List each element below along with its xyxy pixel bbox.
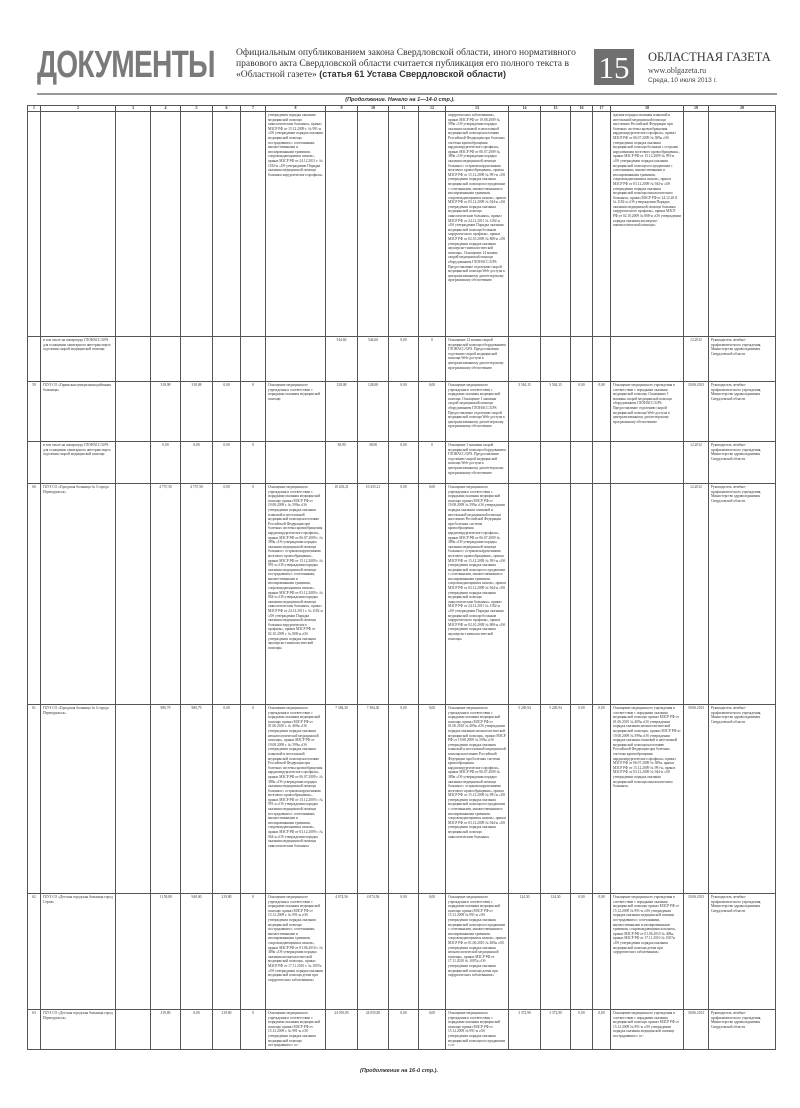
table-cell: 0,00: [419, 382, 446, 442]
table-cell: 0,00: [151, 442, 181, 484]
header-divider: [37, 93, 777, 95]
table-cell: [509, 337, 541, 382]
table-cell: 24 055,85: [326, 1010, 358, 1050]
table-cell: Оснащение медицинского учреждения в соответствии с порядками оказания медицинской помощи: приказ МЗСР РФ от 19.08.2009 № 599н «Об утверждении порядка оказания плановой и неотложной медицинской помощи населению Российской Федерации при болезнях системы кровообращения кардиохирургического профиля», приказ МЗСР РФ от 06.07.2009 № 389н «Об утверждении порядка оказания медицинской помощи больным с острыми нарушениями мозгового кровообращения», приказ МЗСР РФ от 15.12.2009 № 991-н «Об утверждении порядка оказания медицинской помощи пострадавшим с сочетанными, множественными и изолированными травмами, сопровождающимися шоком», приказ МЗСР РФ от 03.12.2009 № 944-н «Об утверждении порядка оказания медицинской помощи онкологическим больным», приказ МЗСР РФ от 24.12.2011 № 1182-н «Об утверждении Порядка оказания медицинской помощи больным хирургического профиля», приказ МЗСР РФ от 02.10.2009 № 808-н «Об утверждении порядка оказания акушерско-гинекологической помощи»: [446, 484, 509, 705]
table-cell: 63: [28, 1010, 41, 1050]
table-cell: 0,00: [419, 1010, 446, 1050]
table-cell: 0,00: [389, 337, 419, 382]
table-cell: Руководитель лечебно-профилактического учреждения, Министерство здравоохранения Свердловской области: [709, 1010, 776, 1050]
column-header: 14: [509, 106, 541, 112]
table-cell: 30.06.2013: [684, 894, 709, 1010]
notice-text: Официальным опубликованием закона Свердловской области, иного нормативного правового акта Свердловской области считается публикация его полного текста в «Областной газете»: [236, 47, 576, 80]
table-cell: [611, 442, 684, 484]
table-cell: 4 074,56: [326, 894, 358, 1010]
table-cell: [151, 337, 181, 382]
column-header: 17: [593, 106, 611, 112]
table-cell: 219,80: [151, 1010, 181, 1050]
column-header: 15: [541, 106, 571, 112]
table-cell: 12.2012: [684, 484, 709, 705]
table-cell: 940,00: [181, 894, 213, 1010]
table-cell: 0: [241, 894, 266, 1010]
table-cell: 61: [28, 705, 41, 894]
column-header: 11: [389, 106, 419, 112]
column-header: 12: [419, 106, 446, 112]
column-header: 13: [446, 106, 509, 112]
table-cell: Оснащение медицинского учреждения в соответствии с порядками оказания медицинской помощи: приказ МЗСР РФ от 15.12.2009 № 991-н «Об утверждении порядка оказания медицинской помощи пострадавшим с сочетанными, множественными и изолированными травмами, сопровождающимися шоком», приказ МЗСР РФ от 01.06.2010 № 409н, приказ МЗСР РФ от 17.11.2010 № 1007н «Об утверждении порядка оказания медицинской помощи детям при хирургических заболеваниях»: [611, 894, 684, 1010]
table-cell: [684, 112, 709, 337]
table-cell: [593, 112, 611, 337]
table-row: [28, 382, 776, 442]
table-cell: 38,90: [326, 442, 358, 484]
table-cell: Руководитель лечебно-профилактического учреждения, Министерство здравоохранения Свердловской области: [709, 705, 776, 894]
table-cell: 0,00: [571, 894, 593, 1010]
table-cell: 318,98: [181, 382, 213, 442]
column-header: 1: [28, 106, 41, 112]
table-cell: 0: [419, 337, 446, 382]
table-cell: [358, 112, 389, 337]
table-cell: [213, 337, 241, 382]
table-cell: [116, 1010, 151, 1050]
table-cell: 12.2012: [684, 337, 709, 382]
table-cell: [116, 442, 151, 484]
column-header: 19: [684, 106, 709, 112]
table-cell: [181, 112, 213, 337]
table-row: [28, 1010, 776, 1050]
table-cell: 0,00: [213, 705, 241, 894]
table-cell: ГБУЗ СО «Детская городская больница город Первоуральск»: [41, 1010, 116, 1050]
table-cell: 0,00: [593, 705, 611, 894]
table-cell: [116, 112, 151, 337]
table-cell: [41, 112, 116, 337]
table-cell: [509, 112, 541, 337]
table-cell: [116, 484, 151, 705]
table-cell: [28, 337, 41, 382]
table-cell: 0,00: [571, 705, 593, 894]
table-cell: [709, 112, 776, 337]
table-cell: Руководитель лечебно-профилактического учреждения, Министерство здравоохранения Свердловской области: [709, 442, 776, 484]
table-cell: 219,80: [213, 894, 241, 1010]
table-cell: [541, 484, 571, 705]
table-cell: 544,60: [326, 337, 358, 382]
table-cell: 10 435,21: [358, 484, 389, 705]
table-cell: [541, 112, 571, 337]
table-cell: 0,00: [389, 442, 419, 484]
page-number: 15: [594, 49, 634, 85]
table-cell: 59: [28, 382, 41, 442]
table-cell: 0,00: [389, 705, 419, 894]
table-cell: 0,00: [419, 484, 446, 705]
table-cell: в том числе на аппаратуру ГЛОНАСС/GPS для оснащения санитарного автотранспорта отделения скорой медицинской помощи: [41, 337, 116, 382]
column-header: 7: [241, 106, 266, 112]
table-cell: 0,00: [213, 484, 241, 705]
table-cell: 0: [419, 442, 446, 484]
issue-date: Среда, 10 июля 2013 г.: [648, 77, 717, 84]
table-cell: ждения порядка оказания плановой и неотложной медицинской помощи населению Российской Федерации при болезнях системы кровообращения кардиохирургического профиля», приказ МЗСР РФ от 06.07.2009 № 389н «Об утверждении порядка оказания медицинской помощи больным с острыми нарушениями мозгового кровообращения», приказ МЗСР РФ от 15.12.2009 № 991-н «Об утверждении порядка оказания медицинской помощи пострадавшим с сочетанными, множественными и изолированными травмами, сопровождающимися шоком», приказ МЗСР РФ от 03.12.2009 № 944-н «Об утверждении порядка оказания медицинской помощи онкологическим больным», приказ МЗСР РФ от 24.12.2011 № 1182-н «Об утверждении Порядка оказания медицинской помощи больным хирургического профиля», приказ МЗСР РФ от 02.10.2009 № 808-н «Об утверждении порядка оказания акушерско-гинекологической помощи»: [611, 112, 684, 337]
table-cell: 30.06.2013: [684, 1010, 709, 1050]
table-cell: 0: [241, 705, 266, 894]
table-cell: Оснащение медицинского учреждения в соответствии с порядками оказания медицинской помощи: приказ МЗСР РФ от 15.12.2009 № 991-н «Об утверждении порядка оказания медицинской помощи пострадавшим с со-: [446, 1010, 509, 1050]
table-cell: [116, 894, 151, 1010]
table-row: [28, 442, 776, 484]
table-cell: [611, 337, 684, 382]
column-header: 2: [41, 106, 116, 112]
table-cell: 0: [241, 484, 266, 705]
table-cell: Оснащение 1 машины скорой медицинской помощи оборудованием ГЛОНАСС/GPS. Предоставление отделению скорой медицинской помощи Web-доступа к централизованному диспетчерскому программному обеспечению: [446, 442, 509, 484]
table-cell: ГБУЗ СО «Городская больница № 4 города Первоуральск»: [41, 705, 116, 894]
table-cell: хирургических заболеваниях», приказ МЗСР РФ от 19.08.2009 № 599н «Об утверждении порядка оказания плановой и неотложной медицинской помощи населению Российской Федерации при болезнях системы кровообращения кардиохирургического профиля», приказ МЗСР РФ от 06.07.2009 № 389н «Об утверждении порядка оказания медицинской помощи больным с острыми нарушениями мозгового кровообращения», приказ МЗСР РФ от 15.12.2009 № 991-н «Об утверждении порядка оказания медицинской помощи пострадавшим с сочетанными, множественными и изолированными травмами, сопровождающимися шоком», приказ МЗСР РФ от 03.12.2009 № 944-н «Об утверждении порядка оказания медицинской помощи онкологическим больным», приказ МЗСР РФ от 24.12.2011 № 1182-н «Об утверждении Порядка оказания медицинской помощи больным хирургического профиля», приказ МЗСР РФ от 02.10.2009 № 808-н «Об утверждении порядка оказания акушерско-гинекологической помощи». Оснащение 14 машин скорой медицинской помощи оборудованием ГЛОНАСС/GPS. Предоставление отделению скорой медицинской помощи Web-доступа к централизованному диспетчерскому программному обеспечению: [446, 112, 509, 337]
table-cell: 0: [241, 1010, 266, 1050]
table-cell: Руководитель лечебно-профилактического учреждения, Министерство здравоохранения Свердловской области: [709, 337, 776, 382]
table-cell: 60: [28, 484, 41, 705]
table-row: [28, 112, 776, 337]
table-cell: [541, 337, 571, 382]
table-cell: 4 757,50: [151, 484, 181, 705]
table-cell: 318,98: [151, 382, 181, 442]
table-cell: [419, 112, 446, 337]
table-cell: 0,00: [593, 1010, 611, 1050]
table-cell: [181, 337, 213, 382]
table-cell: утверждения порядка оказания медицинской помощи онкологическим больным», приказ МЗСР РФ от 15.12.2009 г. № 991-н «Об утверждении порядка оказания медицинской помощи пострадавшим с сочетанными, множественными и изолированными травмами, сопровождающимися шоком», приказ МЗСР РФ от 24.12.2011 г. № 1182-н «Об утверждении Порядка оказания медицинской помощи больным хирургического профиля»: [266, 112, 326, 337]
table-cell: 3 562,15: [509, 382, 541, 442]
table-cell: 0,00: [181, 1010, 213, 1050]
table-cell: Оснащение медицинского учреждения в соответствии с порядками оказания медицинской помощи: приказ МЗСР РФ от 01.06.2010 г. № 409н «Об утверждении порядка оказания неонатологической медицинской помощи», приказ МЗСР РФ от 19.08.2009 г. № 599н «Об утверждении порядка оказания плановой и неотложной медицинской помощи населению Российской Федерации при болезнях системы кровообращения кардиохирургического профиля», приказ МЗСР РФ от 06.07.2009 г. № 389н «Об утверждении порядка оказания медицинской помощи больным с острыми нарушениями мозгового кровообращения», приказ МЗСР РФ от 15.12.2009 г. № 991-н «Об утверждении порядка оказания медицинской помощи пострадавшим с сочетанными, множественными и изолированными травмами, сопровождающимися шоком», приказ МЗСР РФ от 03.12.2009 г. № 944-н «Об утверждении порядка оказания медицинской помощи онкологическим больным»: [266, 705, 326, 894]
table-cell: [571, 442, 593, 484]
table-cell: 0,00: [389, 484, 419, 705]
table-cell: Руководитель лечебно-профилактического учреждения, Министерство здравоохранения Свердловской области: [709, 894, 776, 1010]
table-cell: 30.06.2013: [684, 705, 709, 894]
table-cell: 7 384,30: [326, 705, 358, 894]
table-cell: 0,00: [571, 382, 593, 442]
continued-to-note: (Продолжение на 16-й стр.).: [360, 1068, 439, 1074]
table-cell: 3 372,90: [541, 1010, 571, 1050]
table-cell: [266, 337, 326, 382]
table-cell: Оснащение медицинского учреждения в соответствии с порядками оказания медицинской помощи. Оснащение 1 машины скорой медицинской помощи оборудованием ГЛОНАСС/GPS. Предоставление отделению скорой медицинской помощи Web-доступа к централизованному диспетчерскому программному обеспечению: [611, 382, 684, 442]
table-cell: 5 249,94: [541, 705, 571, 894]
table-cell: 0,00: [419, 894, 446, 1010]
table-cell: 980,79: [151, 705, 181, 894]
table-cell: [116, 705, 151, 894]
table-cell: [28, 442, 41, 484]
table-cell: 30.06.2013: [684, 382, 709, 442]
website-link[interactable]: www.oblgazeta.ru: [648, 66, 707, 75]
table-cell: в том числе на аппаратуру ГЛОНАСС/GPS для оснащения санитарного автотранспорта отделения скорой медицинской помощи: [41, 442, 116, 484]
table-cell: [593, 484, 611, 705]
table-cell: [571, 112, 593, 337]
column-header: 18: [611, 106, 684, 112]
column-header: 4: [151, 106, 181, 112]
table-cell: 0,00: [593, 382, 611, 442]
table-cell: ГБУЗ СО «Детская городская больница город Серов»: [41, 894, 116, 1010]
table-cell: 0,00: [213, 382, 241, 442]
table-cell: 0,00: [213, 442, 241, 484]
table-cell: Руководитель лечебно-профилактического учреждения, Министерство здравоохранения Свердловской области: [709, 382, 776, 442]
table-cell: 12.2012: [684, 442, 709, 484]
table-cell: 5 249,94: [509, 705, 541, 894]
table-cell: 544,60: [358, 337, 389, 382]
table-cell: 124,30: [541, 894, 571, 1010]
table-cell: [28, 112, 41, 337]
table-cell: 1 159,80: [151, 894, 181, 1010]
column-header: 20: [709, 106, 776, 112]
table-cell: Оснащение 14 машин скорой медицинской помощи оборудованием ГЛОНАСС/GPS. Предоставление отделению скорой медицинской помощи Web-доступа к централизованному диспетчерскому программному обеспечению: [446, 337, 509, 382]
table-row: [28, 484, 776, 705]
table-row: [28, 894, 776, 1010]
table-cell: [266, 442, 326, 484]
notice-bold: (статья 61 Устава Свердловской области): [319, 69, 506, 79]
table-cell: 7 384,30: [358, 705, 389, 894]
table-cell: [509, 442, 541, 484]
column-header: 8: [266, 106, 326, 112]
column-header: 6: [213, 106, 241, 112]
table-cell: Оснащение медицинского учреждения в соответствии с порядками оказания медицинской помощи: приказ МЗСР РФ от 15.12.2009 № 991-н «Об утверждении порядка оказания медицинской помощи пострадавшим с со-: [611, 1010, 684, 1050]
table-cell: [151, 112, 181, 337]
table-cell: [116, 382, 151, 442]
table-cell: [326, 112, 358, 337]
table-cell: [509, 484, 541, 705]
column-header: 9: [326, 106, 358, 112]
table-cell: 128,08: [358, 382, 389, 442]
table-cell: [241, 337, 266, 382]
column-header: 10: [358, 106, 389, 112]
table-cell: Оснащение медицинского учреждения в соответствии с порядками оказания медицинской помощи: приказ МЗСР РФ от 19.08.2009 г. № 599н «Об утверждении порядка оказания плановой и неотложной медицинской помощи населению Российской Федерации при болезнях системы кровообращения кардиохирургического профиля», приказ МЗСР РФ от 06.07.2009 г. № 389н «Об утверждении порядка оказания медицинской помощи больным с острыми нарушениями мозгового кровообращения», приказ МЗСР РФ от 15.12.2009 г. № 991-н «Об утверждении порядка оказания медицинской помощи пострадавшим с сочетанными, множественными и изолированными травмами, сопровождающимися шоком», приказ МЗСР РФ от 03.12.2009 г. № 944-н «Об утверждении порядка оказания медицинской помощи онкологическим больным», приказ МЗСР РФ от 24.12.2011 г. № 1182-н «Об утверждении Порядка оказания медицинской помощи больным хирургического профиля», приказ МЗСР РФ от 02.10.2009 г. № 808-н «Об утверждении порядка оказания акушерско-гинекологической помощи»: [266, 484, 326, 705]
table-cell: 24 055,85: [358, 1010, 389, 1050]
table-cell: 0,00: [389, 894, 419, 1010]
table-cell: 0,00: [389, 382, 419, 442]
table-cell: 0,00: [571, 1010, 593, 1050]
table-cell: 0: [241, 382, 266, 442]
table-cell: Оснащение медицинского учреждения в соответствии с порядками оказания медицинской помощи. Оснащение 1 машины скорой медицинской помощи оборудованием ГЛОНАСС/GPS. Предоставление отделению скорой медицинской помощи Web-доступа к централизованному диспетчерскому программному обеспечению: [446, 382, 509, 442]
table-cell: Оснащение медицинского учреждения в соответствии с порядками оказания медицинской помощи: приказ МЗСР РФ от 01.06.2010 № 409н «Об утверждении порядка оказания неонатологической медицинской помощи», приказ МЗСР РФ от 19.08.2009 № 599н «Об утверждении порядка оказания плановой и неотложной медицинской помощи населению Российской Федерации при болезнях системы кровообращения кардиохирургического профиля», приказ МЗСР РФ от 06.07.2009 № 389н, приказ МЗСР РФ от 15.12.2009 № 991-н, приказ МЗСР РФ от 03.12.2009 № 944-н «Об утверждении порядка оказания медицинской помощи онкологическим больным»: [611, 705, 684, 894]
table-cell: [593, 442, 611, 484]
table-cell: Оснащение медицинского учреждения в соответствии с порядками оказания медицинской помощи: приказ МЗСР РФ от 15.12.2009 № 991-н «Об утверждении порядка оказания медицинской помощи пострадавшим с сочетанными, множественными и изолированными травмами, сопровождающимися шоком», приказ МЗСР РФ от 01.06.2010 № 409н «Об утверждении порядка оказания неонатологической медицинской помощи», приказ МЗСР РФ от 17.11.2010 № 1007н «Об утверждении порядка оказания медицинской помощи детям при хирургических заболеваниях»: [446, 894, 509, 1010]
table-cell: [611, 484, 684, 705]
table-cell: 128,08: [326, 382, 358, 442]
table-cell: 0,00: [593, 894, 611, 1010]
table-cell: 0: [241, 442, 266, 484]
table-cell: 3 562,15: [541, 382, 571, 442]
publication-notice: [236, 47, 586, 80]
column-header: 3: [116, 106, 151, 112]
column-header: 16: [571, 106, 593, 112]
table-cell: [593, 337, 611, 382]
table-cell: 4 074,56: [358, 894, 389, 1010]
table-cell: [571, 484, 593, 705]
table-cell: 0,00: [181, 442, 213, 484]
table-cell: Оснащение медицинского учреждения в соответствии с порядками оказания медицинской помощи: приказ МЗСР РФ от 15.12.2009 г. № 991-н «Об утверждении порядка оказания медицинской помощи пострадавшим с со-: [266, 1010, 326, 1050]
data-table: [27, 105, 776, 1050]
table-cell: Оснащение медицинского учреждения в соответствии с порядками оказания медицинской помощи: приказ МЗСР РФ от 01.06.2010 № 409н «Об утверждении порядка оказания неонатологической медицинской помощи», приказ МЗСР РФ от 19.08.2009 № 599н «Об утверждении порядка оказания плановой и неотложной медицинской помощи населению Российской Федерации при болезнях системы кровообращения кардиохирургического профиля», приказ МЗСР РФ от 06.07.2009 № 389н «Об утверждении порядка оказания медицинской помощи больным с острыми нарушениями мозгового кровообращения», приказ МЗСР РФ от 15.12.2009 № 991-н «Об утверждении порядка оказания медицинской помощи пострадавшим с сочетанными, множественными и изолированными травмами, сопровождающимися шоком», приказ МЗСР РФ от 03.12.2009 № 944-н «Об утверждении порядка оказания медицинской помощи онкологическим больным»: [446, 705, 509, 894]
column-header: 5: [181, 106, 213, 112]
table-cell: Руководитель лечебно-профилактического учреждения, Министерство здравоохранения Свердловской области: [709, 484, 776, 705]
table-cell: [571, 337, 593, 382]
table-row: [28, 705, 776, 894]
table-cell: Оснащение медицинского учреждения в соответствии с порядками оказания медицинской помощи: приказ МЗСР РФ от 15.12.2009 г. № 991-н «Об утверждении порядка оказания медицинской помощи пострадавшим с сочетанными, множественными и изолированными травмами, сопровождающимися шоком», приказ МЗСР РФ от 01.06.2010 г. № 409н «Об утверждении порядка оказания неонатологической медицинской помощи», приказ МЗСР РФ от 17.11.2010 г. № 1007н «Об утверждении порядка оказания медицинской помощи детям при хирургических заболеваниях»: [266, 894, 326, 1010]
table-cell: 124,30: [509, 894, 541, 1010]
table-cell: [116, 337, 151, 382]
table-cell: 980,79: [181, 705, 213, 894]
table-row: [28, 337, 776, 382]
table-cell: [241, 112, 266, 337]
table-cell: ГБУЗ СО «Городская больница № 3 города Первоуральск»: [41, 484, 116, 705]
table-cell: 4 757,50: [181, 484, 213, 705]
table-cell: ГБУЗ СО «Гаринская центральная районная больница»: [41, 382, 116, 442]
table-cell: 10 435,21: [326, 484, 358, 705]
table-cell: 62: [28, 894, 41, 1010]
table-cell: 219,80: [213, 1010, 241, 1050]
newspaper-name: ОБЛАСТНАЯ ГАЗЕТА: [648, 50, 771, 64]
table-cell: [389, 112, 419, 337]
table-cell: 3 372,90: [509, 1010, 541, 1050]
table-cell: 38,90: [358, 442, 389, 484]
table-cell: 0,00: [389, 1010, 419, 1050]
continued-from-note: (Продолжение. Начало на 1—14-й стр.).: [345, 97, 455, 103]
table-cell: [213, 112, 241, 337]
table-cell: [541, 442, 571, 484]
section-title: ДОКУМЕНТЫ: [37, 44, 215, 86]
table-cell: Оснащение медицинского учреждения в соответствии с порядками оказания медицинской помощи: [266, 382, 326, 442]
table-cell: 0,00: [419, 705, 446, 894]
